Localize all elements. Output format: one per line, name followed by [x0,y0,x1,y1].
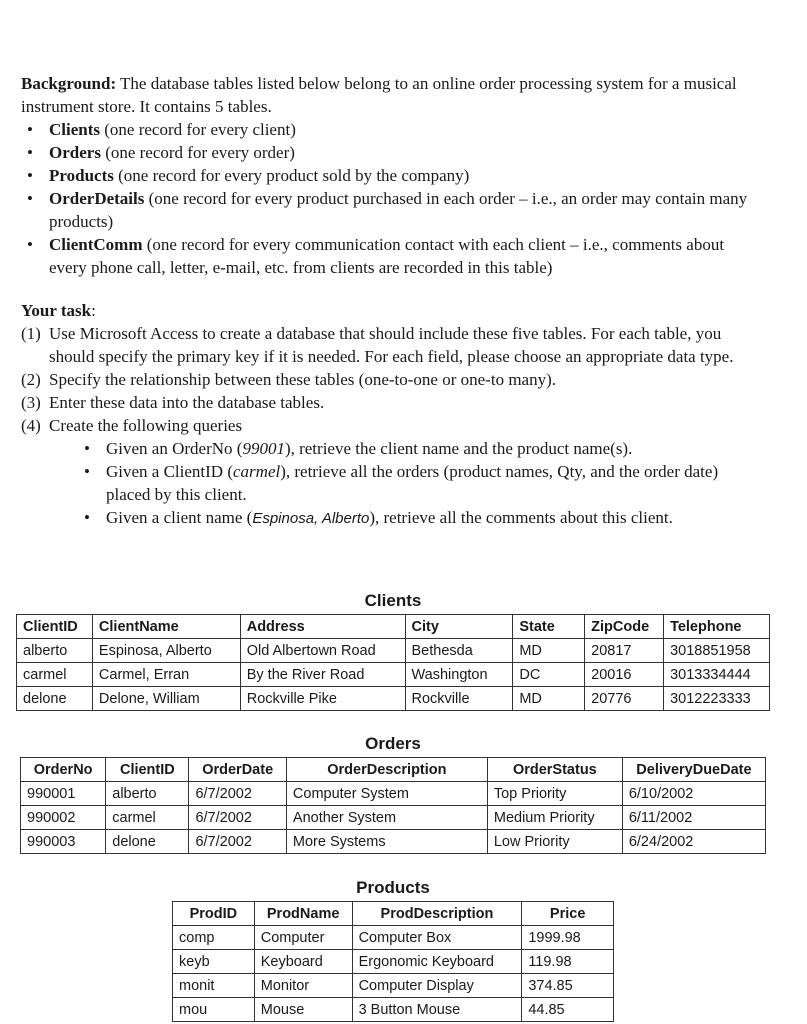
column-header: OrderNo [21,758,106,782]
table-cell: Rockville [405,687,513,711]
table-header-row [21,758,766,782]
table-cell: 3013334444 [664,663,770,687]
table-cell: MD [513,687,585,711]
table-cell: 20016 [585,663,664,687]
task-colon: : [91,301,96,320]
table-cell: 1999.98 [522,926,614,950]
step-number: (4) [21,416,41,435]
table-row [173,926,614,950]
query-text: Given a ClientID ( [106,462,233,481]
task-step [21,322,766,368]
table-cell: delone [17,687,93,711]
list-item [21,164,766,187]
column-header: City [405,615,513,639]
orders-table [20,757,766,854]
table-name: Clients [49,120,100,139]
query-list [21,437,766,530]
table-list [21,118,766,279]
table-cell: Computer [254,926,352,950]
table-row [173,998,614,1022]
task-step [21,391,766,414]
table-cell: Top Priority [487,782,622,806]
table-cell: 990003 [21,830,106,854]
table-cell: keyb [173,950,255,974]
step-text: Enter these data into the database tables. [49,393,325,412]
step-text: Use Microsoft Access to create a database that should include these five tables. For each table, you should specify the primary key if it is needed. For each field, please choose an appropriate data type. [49,324,734,366]
table-row [21,782,766,806]
table-cell: More Systems [286,830,487,854]
table-cell: 119.98 [522,950,614,974]
clients-table [16,614,770,711]
column-header: ProdName [254,902,352,926]
table-cell: monit [173,974,255,998]
table-cell: Washington [405,663,513,687]
table-row [21,830,766,854]
table-name: Products [49,166,114,185]
table-name: ClientComm [49,235,143,254]
table-cell: Monitor [254,974,352,998]
column-header: OrderDate [189,758,286,782]
table-cell: By the River Road [240,663,405,687]
query-item [21,460,766,506]
column-header: ClientID [106,758,189,782]
table-cell: Low Priority [487,830,622,854]
table-cell: 3012223333 [664,687,770,711]
column-header: OrderStatus [487,758,622,782]
table-cell: 990002 [21,806,106,830]
table-desc: (one record for every client) [100,120,296,139]
column-header: Address [240,615,405,639]
table-row [17,687,770,711]
query-item [21,506,766,530]
table-cell: Computer Display [352,974,522,998]
task-heading [21,299,766,322]
table-cell: 6/7/2002 [189,806,286,830]
table-row [17,663,770,687]
table-desc: (one record for every product purchased in each order – i.e., an order may contain many products) [49,189,748,231]
products-table [172,901,614,1022]
table-cell: mou [173,998,255,1022]
task-step [21,368,766,391]
table-cell: 3018851958 [664,639,770,663]
table-cell: comp [173,926,255,950]
column-header: ProdDescription [352,902,522,926]
table-cell: Keyboard [254,950,352,974]
query-text: Given a client name ( [106,508,253,527]
table-desc: (one record for every product sold by the company) [113,166,470,185]
table-cell: 44.85 [522,998,614,1022]
step-number: (1) [21,324,41,343]
list-item [21,187,766,233]
column-header: ClientID [17,615,93,639]
table-cell: 6/11/2002 [622,806,765,830]
query-text: Given an OrderNo ( [106,439,243,458]
background-intro [21,72,766,118]
table-cell: Medium Priority [487,806,622,830]
table-cell: 6/7/2002 [189,830,286,854]
step-number: (2) [21,370,41,389]
table-desc: (one record for every communication contact with each client – i.e., comments about every phone call, letter, e-mail, etc. from clients are recorded in this table) [49,235,725,277]
task-label: Your task [21,301,92,320]
table-cell: Computer System [286,782,487,806]
table-cell: carmel [106,806,189,830]
table-cell: carmel [17,663,93,687]
table-cell: Carmel, Erran [92,663,240,687]
query-text: ), retrieve the client name and the product name(s). [284,439,633,458]
query-item [21,437,766,460]
table-cell: Ergonomic Keyboard [352,950,522,974]
step-text: Specify the relationship between these tables (one-to-one or one-to many). [49,370,556,389]
query-value: carmel [233,462,281,481]
table-cell: Espinosa, Alberto [92,639,240,663]
column-header: ZipCode [585,615,664,639]
column-header: Telephone [664,615,770,639]
clients-title: Clients [364,591,422,610]
table-cell: MD [513,639,585,663]
table-cell: Another System [286,806,487,830]
task-section [21,299,766,530]
column-header: ClientName [92,615,240,639]
column-header: DeliveryDueDate [622,758,765,782]
table-cell: alberto [106,782,189,806]
list-item [21,233,766,279]
step-text: Create the following queries [49,416,243,435]
column-header: OrderDescription [286,758,487,782]
query-value: 99001 [242,439,285,458]
table-cell: 20817 [585,639,664,663]
orders-title: Orders [365,734,421,753]
table-cell: 3 Button Mouse [352,998,522,1022]
table-cell: Rockville Pike [240,687,405,711]
table-name: Orders [49,143,101,162]
table-cell: 6/24/2002 [622,830,765,854]
table-cell: Computer Box [352,926,522,950]
table-row [21,806,766,830]
task-steps [21,322,766,437]
table-cell: 374.85 [522,974,614,998]
list-item [21,141,766,164]
table-cell: delone [106,830,189,854]
table-cell: Old Albertown Road [240,639,405,663]
table-row [17,639,770,663]
table-cell: 6/7/2002 [189,782,286,806]
background-section [21,72,766,279]
products-title: Products [356,878,430,897]
table-cell: 990001 [21,782,106,806]
table-cell: Delone, William [92,687,240,711]
step-number: (3) [21,393,41,412]
column-header: State [513,615,585,639]
column-header: ProdID [173,902,255,926]
table-header-row [17,615,770,639]
table-cell: Bethesda [405,639,513,663]
table-cell: 20776 [585,687,664,711]
background-text: The database tables listed below belong to an online order processing system for a musical instrument store. It contains 5 tables. [21,74,737,116]
table-row [173,950,614,974]
table-header-row [173,902,614,926]
table-cell: DC [513,663,585,687]
column-header: Price [522,902,614,926]
query-text: ), retrieve all the comments about this client. [369,508,673,527]
query-value: Espinosa, Alberto [252,510,370,527]
list-item [21,118,766,141]
table-cell: 6/10/2002 [622,782,765,806]
table-row [173,974,614,998]
table-cell: alberto [17,639,93,663]
table-desc: (one record for every order) [100,143,295,162]
table-cell: Mouse [254,998,352,1022]
task-step [21,414,766,437]
query-text: ), retrieve all the orders (product names, Qty, and the order date) placed by this client. [106,462,719,504]
table-name: OrderDetails [49,189,145,208]
background-label: Background: [21,74,117,93]
